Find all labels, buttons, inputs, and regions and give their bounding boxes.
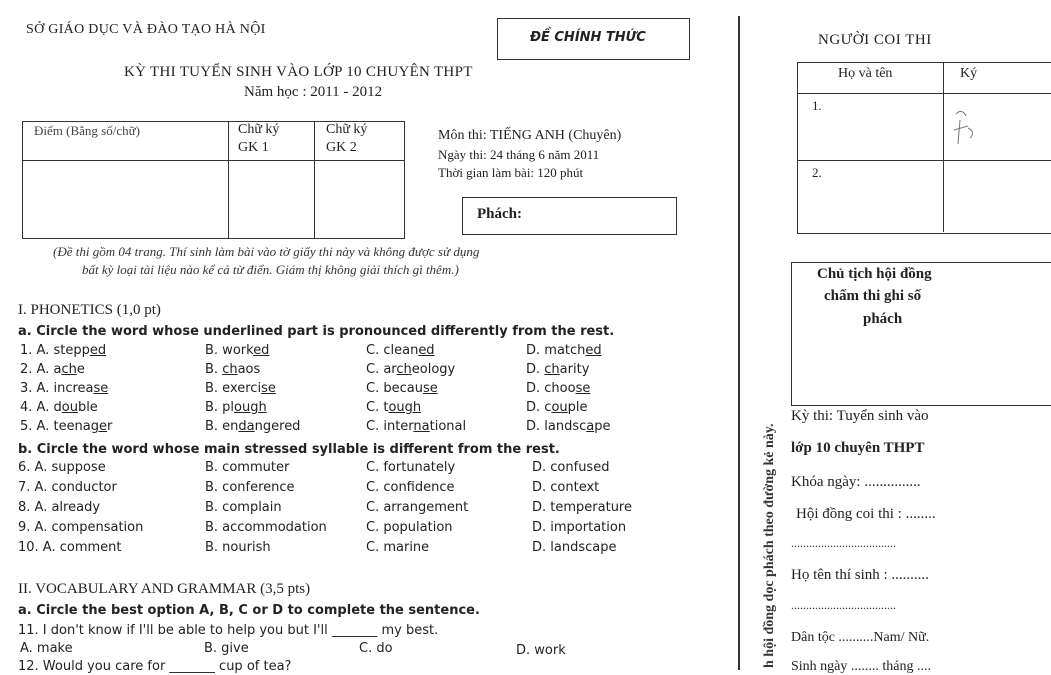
blank-line: ................................... (791, 536, 896, 550)
question-7-option-b: B. conference (205, 480, 295, 495)
underlined-part: ch (544, 362, 560, 377)
chair-note-box (791, 262, 1051, 406)
question-2-option-b: B. chaos (205, 362, 261, 377)
underlined-part: se (422, 381, 438, 396)
underlined-part: ch (61, 362, 77, 377)
question-9-option-d: D. importation (532, 520, 627, 535)
exam-duration: Thời gian làm bài: 120 phút (438, 165, 584, 180)
underlined-part: se (261, 381, 276, 396)
chair-note: Chủ tịch hội đồng (817, 266, 932, 282)
question-6-option-c: C. fortunately (366, 460, 456, 475)
question-10-option-b: B. nourish (205, 540, 271, 555)
underlined-part: da (238, 419, 255, 434)
question-3-option-b: B. exercise (205, 381, 276, 396)
invigilators-table-divider (797, 93, 1051, 94)
question-3-option-d: D. choose (526, 381, 591, 396)
candidate-name-field: Họ tên thí sinh : .......... (791, 567, 929, 583)
question-12: 12. Would you care for _______ cup of tea? (18, 659, 292, 674)
score-label: Điểm (Bằng số/chữ) (34, 123, 140, 138)
question-6-option-d: D. confused (532, 460, 610, 475)
question-3-option-a: 3. A. increase (20, 381, 109, 396)
underlined-part: ou (551, 400, 568, 415)
col-name: Họ và tên (838, 66, 893, 81)
underlined-part: ge (90, 419, 108, 434)
gk1-label: Chữ ký (238, 122, 280, 137)
underlined-part: ed (253, 343, 270, 358)
question-4-option-b: B. plough (205, 400, 267, 415)
underlined-part: na (413, 419, 430, 434)
department-name: SỞ GIÁO DỤC VÀ ĐÀO TẠO HÀ NỘI (26, 22, 266, 37)
exam-title: KỲ THI TUYỂN SINH VÀO LỚP 10 CHUYÊN THPT (124, 64, 473, 80)
underlined-part: a (586, 419, 595, 434)
council-field: Hội đồng coi thi : ........ (796, 506, 936, 522)
exam-subject: Môn thi: TIẾNG ANH (Chuyên) (438, 128, 622, 143)
question-number: 2. A. (20, 362, 54, 377)
invigilator-row-1: 1. (812, 98, 822, 113)
underlined-part: ou (61, 400, 78, 415)
question-6-option-b: B. commuter (205, 460, 290, 475)
question-11-option-b: B. give (204, 641, 249, 656)
vocab-heading: II. VOCABULARY AND GRAMMAR (3,5 pts) (18, 581, 311, 597)
exam-name: Kỳ thi: Tuyển sinh vào (791, 408, 929, 424)
gk2-label: GK 2 (326, 140, 357, 155)
question-1-option-d: D. matched (526, 343, 602, 358)
school-year: Năm học : 2011 - 2012 (244, 84, 383, 100)
question-1-option-b: B. worked (205, 343, 270, 358)
question-10-option-a: 10. A. comment (18, 540, 122, 555)
underlined-part: ough (234, 400, 267, 415)
gk2-label: Chữ ký (326, 122, 368, 137)
question-8-option-b: B. complain (205, 500, 282, 515)
question-1-option-a: 1. A. stepped (20, 343, 107, 358)
question-2-option-c: C. archeology (366, 362, 456, 377)
question-10-option-c: C. marine (366, 540, 430, 555)
chair-note: chấm thi ghi số (824, 288, 922, 304)
invigilators-table-divider (797, 160, 1051, 161)
question-1-option-c: C. cleaned (366, 343, 435, 358)
question-4-option-d: D. couple (526, 400, 588, 415)
question-4-option-a: 4. A. double (20, 400, 98, 415)
course-date: Khóa ngày: ............... (791, 474, 921, 490)
phach-label: Phách: (477, 206, 522, 222)
official-label: ĐỀ CHÍNH THỨC (530, 30, 646, 45)
question-8-option-c: C. arrangement (366, 500, 469, 515)
question-10-option-d: D. landscape (532, 540, 617, 555)
question-11-option-a: A. make (20, 641, 73, 656)
exam-date: Ngày thi: 24 tháng 6 năm 2011 (438, 147, 600, 162)
chair-note: phách (863, 311, 903, 327)
exam-note: (Đề thi gồm 04 trang. Thí sinh làm bài vào tờ giấy thi này và không được sử dụng (53, 244, 480, 259)
invigilator-row-2: 2. (812, 165, 822, 180)
underlined-part: ch (222, 362, 238, 377)
question-11-option-d: D. work (516, 643, 566, 658)
question-7-option-c: C. confidence (366, 480, 455, 495)
col-sign: Ký (960, 66, 978, 81)
question-3-option-c: C. because (366, 381, 438, 396)
exam-name: lớp 10 chuyên THPT (791, 440, 925, 456)
question-9-option-a: 9. A. compensation (18, 520, 144, 535)
underlined-part: se (93, 381, 109, 396)
question-7-option-d: D. context (532, 480, 600, 495)
dob-field: Sinh ngày ........ tháng .... (791, 659, 931, 674)
question-number: 4. A. (20, 400, 54, 415)
phonetics-part-a: a. Circle the word whose underlined part is pronounced differently from the rest. (18, 324, 615, 339)
phonetics-heading: I. PHONETICS (1,0 pt) (18, 302, 161, 318)
official-label-box (497, 18, 690, 60)
underlined-part: ch (396, 362, 412, 377)
question-8-option-d: D. temperature (532, 500, 632, 515)
question-5-option-a: 5. A. teenager (20, 419, 113, 434)
vocab-part-a: a. Circle the best option A, B, C or D to complete the sentence. (18, 603, 480, 618)
underlined-part: ough (388, 400, 422, 415)
signature-mark (944, 100, 984, 160)
question-9-option-c: C. population (366, 520, 453, 535)
blank-line: ................................... (791, 598, 896, 612)
question-5-option-b: B. endangered (205, 419, 301, 434)
question-11-option-c: C. do (359, 641, 393, 656)
underlined-part: ed (89, 343, 107, 358)
ethnicity-field: Dân tộc ..........Nam/ Nữ. (791, 630, 930, 645)
question-number: 5. A. (20, 419, 54, 434)
underlined-part: ed (418, 343, 435, 358)
question-number: 1. A. (20, 343, 54, 358)
question-11: 11. I don't know if I'll be able to help you but I'll _______ my best. (18, 623, 439, 638)
score-table-divider (228, 121, 229, 238)
question-6-option-a: 6. A. suppose (18, 460, 106, 475)
invigilators-table (797, 62, 1051, 234)
score-table-divider (314, 121, 315, 238)
question-4-option-c: C. tough (366, 400, 422, 415)
phonetics-part-b: b. Circle the word whose main stressed syllable is different from the rest. (18, 442, 560, 457)
question-2-option-d: D. charity (526, 362, 590, 377)
score-table-divider (22, 160, 404, 161)
invigilators-title: NGƯỜI COI THI (818, 32, 932, 48)
exam-note: bất kỳ loại tài liệu nào kể cả từ điển. Giám thị không giải thích gì thêm.) (82, 262, 459, 277)
gk1-label: GK 1 (238, 140, 269, 155)
page-divider (738, 16, 740, 670)
question-7-option-a: 7. A. conductor (18, 480, 117, 495)
underlined-part: se (575, 381, 591, 396)
question-2-option-a: 2. A. ache (20, 362, 85, 377)
underlined-part: ed (585, 343, 602, 358)
question-8-option-a: 8. A. already (18, 500, 101, 515)
question-number: 3. A. (20, 381, 54, 396)
divider-note: h hội đồng dọc phách theo đường kẻ này. (762, 423, 777, 668)
question-5-option-d: D. landscape (526, 419, 611, 434)
question-5-option-c: C. international (366, 419, 467, 434)
question-9-option-b: B. accommodation (205, 520, 327, 535)
phach-box (462, 197, 677, 235)
